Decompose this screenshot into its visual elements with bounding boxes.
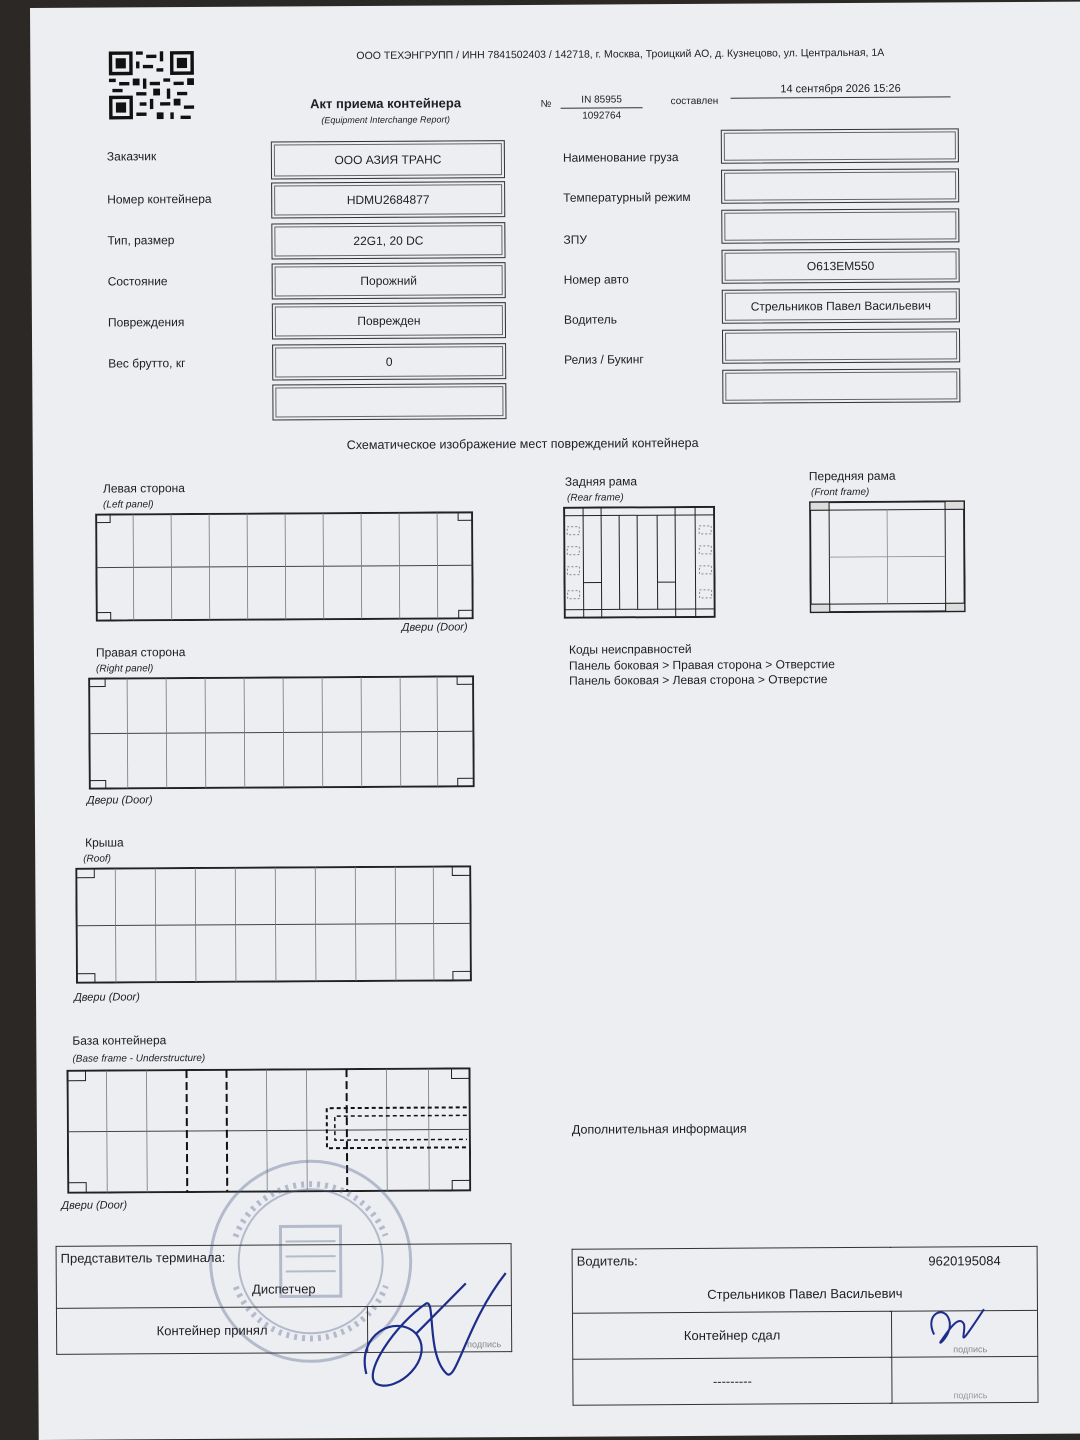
document-page (30, 2, 1080, 1440)
left-panel-title: Левая сторона (102, 481, 185, 496)
driver-phone: 9620195084 (928, 1253, 1001, 1269)
front-frame-diagram (809, 500, 966, 613)
front-frame-subtitle: (Front frame) (810, 486, 870, 499)
truck-number-label: Номер авто (563, 272, 629, 287)
base-title: База контейнера (72, 1033, 167, 1048)
signature-hint: подпись (953, 1344, 988, 1355)
truck-number-field[interactable]: О613ЕМ550 (721, 248, 959, 283)
number-label: № (540, 98, 552, 110)
rear-frame-diagram (563, 506, 716, 619)
right-panel-diagram (88, 675, 475, 789)
roof-diagram (75, 865, 472, 983)
extra-left-field[interactable] (272, 383, 506, 420)
driver-signature (914, 1294, 994, 1364)
empty-dashes: --------- (573, 1357, 892, 1405)
gross-weight-field[interactable]: 0 (272, 343, 506, 380)
right-panel-title: Правая сторона (95, 645, 186, 660)
container-number-field[interactable]: HDMU2684877 (271, 181, 505, 218)
condition-label: Состояние (107, 274, 168, 289)
rear-frame-title: Задняя рама (564, 474, 638, 489)
base-door-label: Двери (Door) (61, 1199, 128, 1212)
release-booking-label: Релиз / Букинг (564, 352, 644, 367)
roof-subtitle: (Roof) (83, 853, 112, 865)
condition-field[interactable]: Порожний (272, 262, 506, 299)
qr-code (108, 51, 194, 120)
seal-field[interactable] (721, 208, 959, 243)
left-panel-subtitle: (Left panel) (103, 499, 154, 511)
document-number: IN 85955 (561, 94, 643, 109)
document-title: Акт приема контейнера (310, 95, 462, 112)
terminal-representative-title: Представитель терминала: (60, 1249, 226, 1266)
front-frame-title: Передняя рама (808, 468, 896, 484)
driver-title: Водитель: (576, 1253, 638, 1269)
gross-weight-label: Вес брутто, кг (108, 356, 186, 371)
schema-title: Схематическое изображение мест повреждений контейнера (346, 435, 699, 453)
base-subtitle: (Base frame - Understructure) (72, 1052, 206, 1065)
document-number-secondary: 1092764 (582, 110, 622, 122)
signature-hint: подпись (467, 1339, 502, 1350)
seal-label: ЗПУ (563, 232, 587, 247)
right-panel-subtitle: (Right panel) (96, 663, 154, 675)
roof-door-label: Двери (Door) (74, 991, 140, 1004)
customer-label: Заказчик (106, 149, 157, 164)
container-accepted-label: Контейнер принял (56, 1306, 367, 1354)
rear-frame-subtitle: (Rear frame) (566, 492, 624, 504)
roof-title: Крыша (85, 835, 124, 850)
type-size-label: Тип, размер (107, 233, 175, 248)
additional-info-label: Дополнительная информация (571, 1121, 747, 1137)
temperature-field[interactable] (721, 168, 959, 203)
container-number-label: Номер контейнера (107, 191, 212, 207)
customer-field[interactable]: ООО АЗИЯ ТРАНС (271, 140, 505, 179)
driver-field[interactable]: Стрельников Павел Васильевич (722, 288, 960, 323)
driver-label: Водитель (563, 312, 617, 327)
composed-label: составлен (670, 95, 719, 108)
company-header: ООО ТЕХЭНГРУПП / ИНН 7841502403 / 142718, г. Москва, Троицкий АО, д. Кузнецово, ул. Центральная, 1А (356, 46, 885, 63)
temperature-label: Температурный режим (563, 189, 691, 205)
left-panel-diagram (95, 511, 474, 621)
left-panel-door-label: Двери (Door) (401, 621, 468, 634)
damage-label: Повреждения (107, 315, 185, 330)
extra-right-field[interactable] (722, 368, 960, 403)
defect-code-item: Панель боковая > Левая сторона > Отверстие (569, 672, 828, 688)
composed-date: 14 сентября 2026 15:26 (730, 82, 950, 98)
cargo-name-field[interactable] (721, 128, 959, 163)
damage-field[interactable]: Поврежден (272, 302, 506, 339)
cargo-name-label: Наименование груза (562, 150, 679, 165)
release-booking-field[interactable] (722, 328, 960, 363)
signature-hint: подпись (953, 1390, 988, 1401)
right-panel-door-label: Двери (Door) (86, 794, 153, 807)
defect-codes-title: Коды неисправностей (568, 641, 692, 657)
dispatcher-role: Диспетчер (251, 1281, 316, 1297)
type-size-field[interactable]: 22G1, 20 DC (271, 222, 505, 259)
container-handed-label: Контейнер сдал (572, 1311, 891, 1359)
document-subtitle: (Equipment Interchange Report) (321, 114, 451, 126)
driver-name: Стрельников Павел Васильевич (707, 1285, 903, 1302)
terminal-signature (356, 1263, 517, 1404)
defect-code-item: Панель боковая > Правая сторона > Отверстие (568, 657, 835, 673)
